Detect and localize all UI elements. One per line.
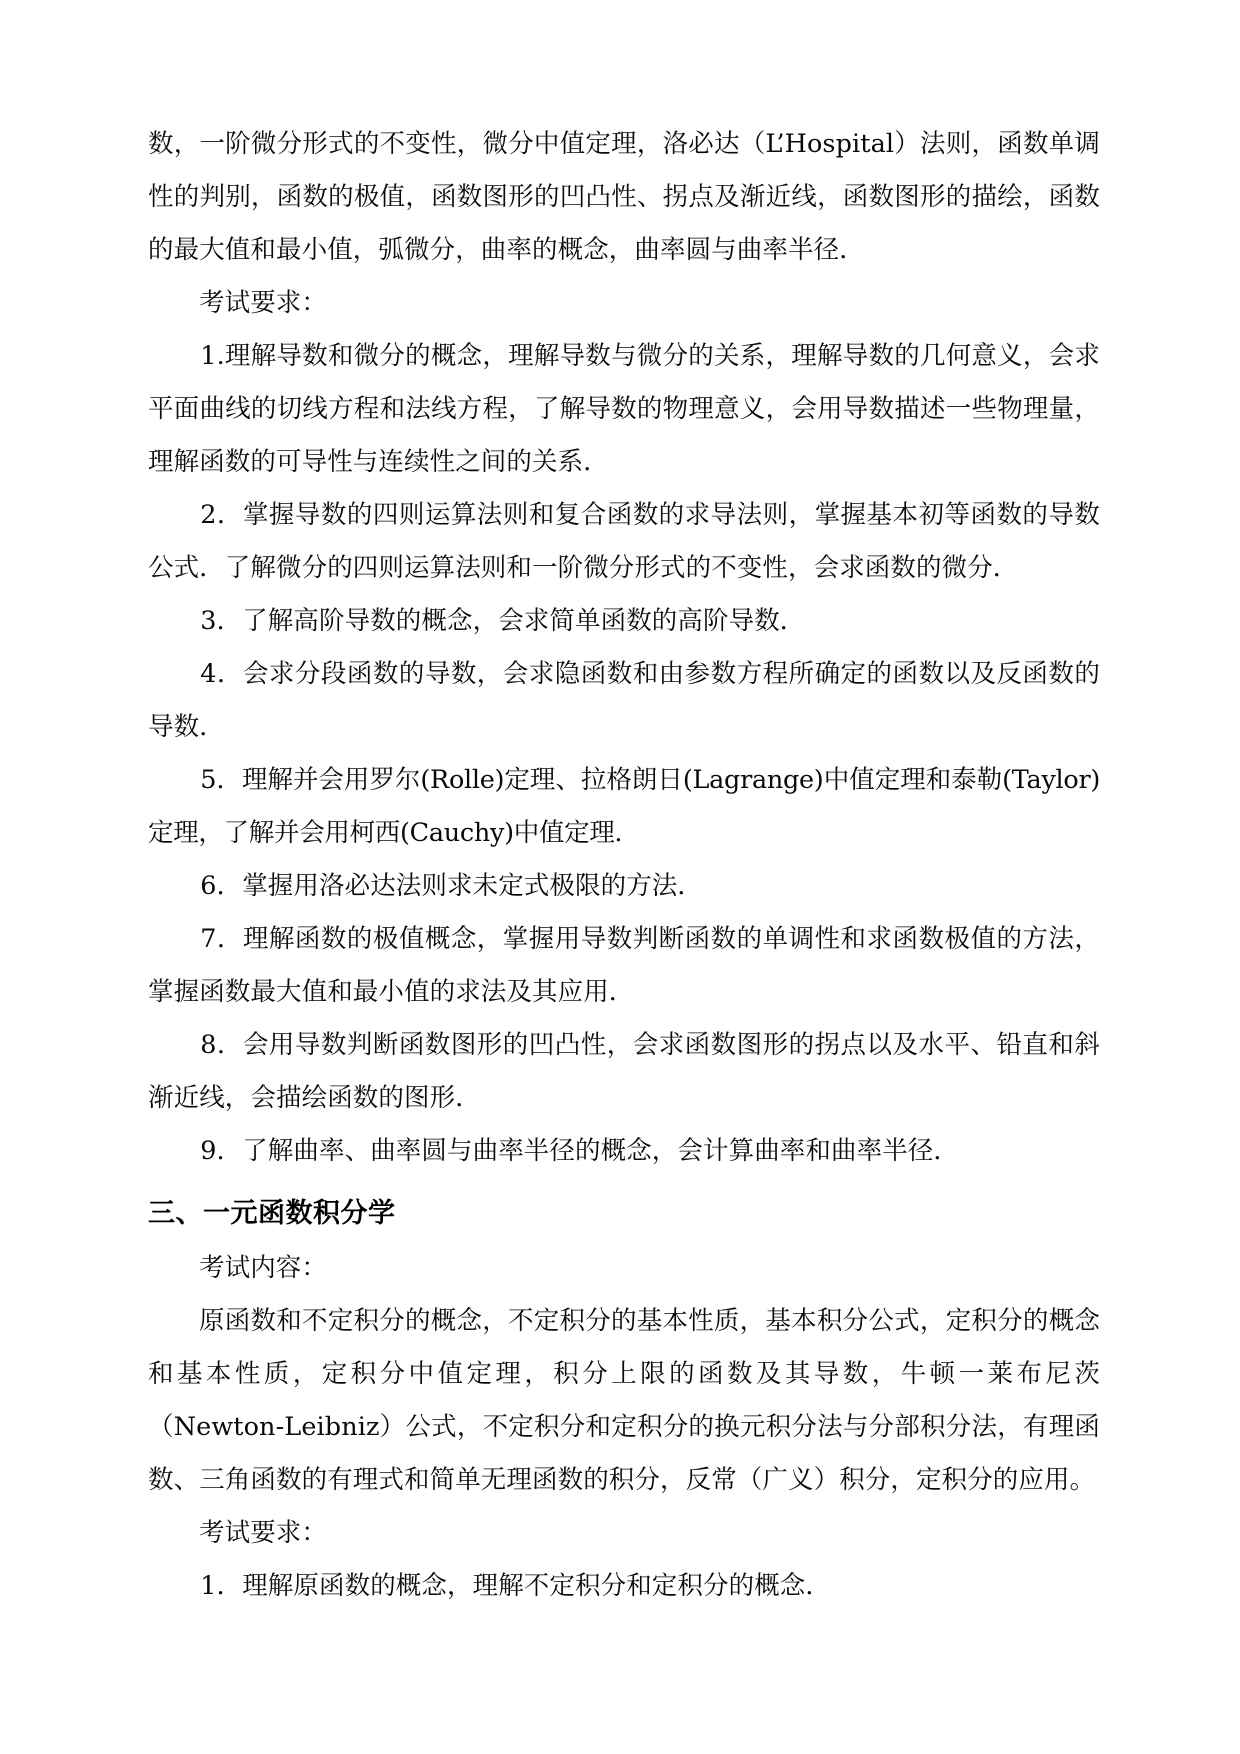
requirement-item-4: 4．会求分段函数的导数，会求隐函数和由参数方程所确定的函数以及反函数的导数． — [148, 659, 1100, 742]
exam-requirements-label-section-three: 考试要求： — [199, 1518, 328, 1548]
exam-requirements-label-section-two: 考试要求： — [199, 288, 328, 318]
requirement-item-9: 9．了解曲率、曲率圆与曲率半径的概念，会计算曲率和曲率半径． — [200, 1136, 959, 1166]
requirement-item-8: 8．会用导数判断函数图形的凹凸性，会求函数图形的拐点以及水平、铅直和斜渐近线，会描绘函数的图形． — [148, 1030, 1100, 1113]
requirement-item-3: 3．了解高阶导数的概念，会求简单函数的高阶导数． — [200, 606, 806, 636]
requirement-item-7: 7．理解函数的极值概念，掌握用导数判断函数的单调性和求函数极值的方法，掌握函数最大值和最小值的求法及其应用． — [148, 924, 1100, 1007]
requirement-item-1: 1.理解导数和微分的概念，理解导数与微分的关系，理解导数的几何意义，会求平面曲线的切线方程和法线方程，了解导数的物理意义，会用导数描述一些物理量，理解函数的可导性与连续性之间的关系． — [148, 341, 1100, 477]
requirement-item-6: 6．掌握用洛必达法则求未定式极限的方法． — [200, 871, 703, 901]
requirement-item-2: 2．掌握导数的四则运算法则和复合函数的求导法则，掌握基本初等函数的导数公式．了解微分的四则运算法则和一阶微分形式的不变性，会求函数的微分． — [148, 500, 1100, 583]
exam-content-body-section-three: 原函数和不定积分的概念，不定积分的基本性质，基本积分公式，定积分的概念和基本性质，定积分中值定理，积分上限的函数及其导数，牛顿一莱布尼茨（Newton-Leibniz）公式，不定积分和定积分的换元积分法与分部积分法，有理函数、三角函数的有理式和简单无理函数的积分，反常（广义）积分，定积分的应用。 — [148, 1306, 1100, 1495]
continued-paragraph: 数，一阶微分形式的不变性，微分中值定理，洛必达（L’Hospital）法则，函数单调性的判别，函数的极值，函数图形的凹凸性、拐点及渐近线，函数图形的描绘，函数的最大值和最小值，弧微分，曲率的概念，曲率圆与曲率半径． — [148, 129, 1100, 265]
section-three-requirement-item-1: 1．理解原函数的概念，理解不定积分和定积分的概念． — [200, 1571, 831, 1601]
exam-content-label-section-three: 考试内容： — [199, 1253, 328, 1283]
requirement-item-5: 5．理解并会用罗尔(Rolle)定理、拉格朗日(Lagrange)中值定理和泰勒(Taylor)定理，了解并会用柯西(Cauchy)中值定理． — [148, 765, 1100, 848]
section-heading-three: 三、一元函数积分学 — [148, 1198, 396, 1229]
